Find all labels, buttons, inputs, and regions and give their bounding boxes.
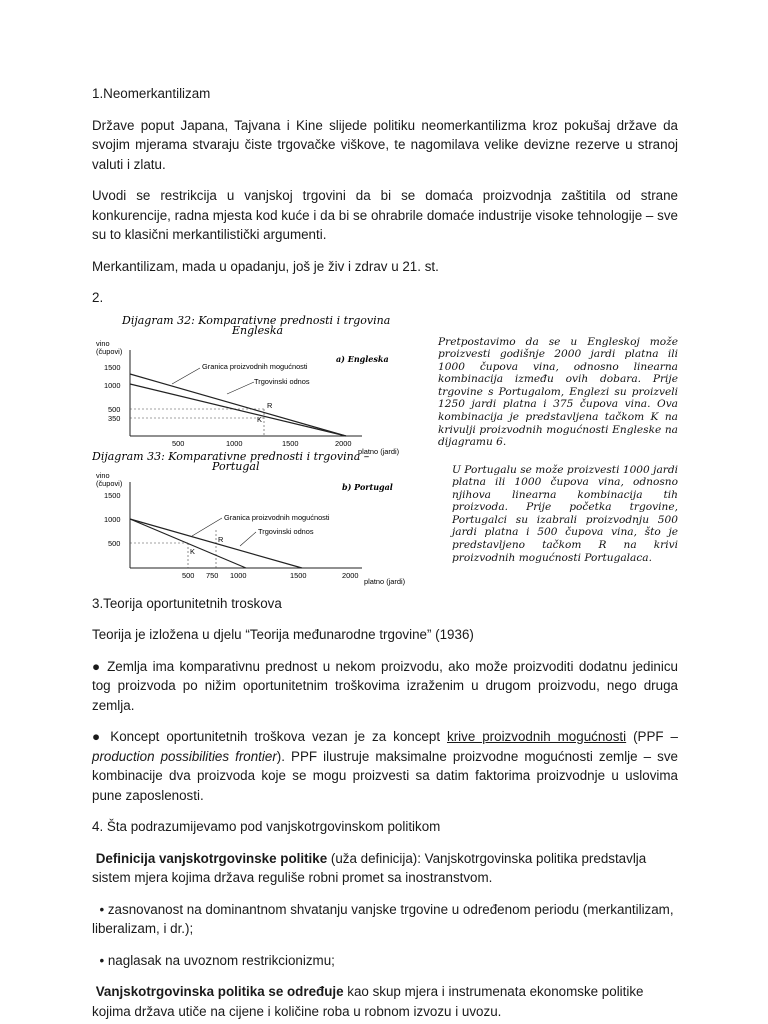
diagram32-description: Pretpostavimo da se u Engleskoj može proizvesti godišnje 2000 jardi platna ili 1000 čupova vina, odnosno linearna kombinacija između ovih dobara. Prije trgovine s Portugalom, Englezi su proizveli 1250 jardi platna i 375 čupova vina. Ova kombinacija je predstavljena tačkom K na krivulji proizvodnih mogućnosti Engleske na dijagramu 6. [438, 335, 678, 449]
diagram33-point-k: K [190, 546, 195, 556]
diagram32-ylabel-unit: (čupovi) [96, 346, 123, 356]
section1-paragraph-2: Uvodi se restrikcija u vanjskoj trgovini da bi se domaća proizvodnja zaštitila od strane konkurencije, radna mjesta kod kuće i da bi se ohrabrile domaće industrije visoke tehnologije – sve su to klasični merkantilistički argumenti. [92, 188, 678, 242]
diagram-svg [92, 314, 432, 586]
diagram33-ylabel-unit: (čupovi) [96, 478, 123, 488]
diagram32-title: Dijagram 32: Komparativne prednosti i trgovina [122, 313, 391, 327]
diagram32-panel-label: a) Engleska [336, 353, 389, 364]
diagram33-xtick-1500: 1500 [290, 570, 307, 580]
diagram32-trade-pointer [227, 382, 254, 394]
diagram32-xtick-1500: 1500 [282, 438, 299, 448]
diagram32-ppf-label: Granica proizvodnih mogućnosti [202, 361, 308, 371]
diagram33-panel-label: b) Portugal [342, 481, 393, 492]
diagram33-xtick-500: 500 [182, 570, 195, 580]
diagram33-xlabel: platno (jardi) [364, 576, 406, 586]
bullet2-text-mid: (PPF – [626, 729, 678, 744]
section3-intro: Teorija je izložena u djelu “Teorija međunarodne trgovine” (1936) [92, 627, 474, 642]
diagram33-xtick-1000: 1000 [230, 570, 247, 580]
section4-bullet-1 [92, 900, 678, 939]
diagram33-trade-pointer [240, 532, 256, 546]
section3-heading: 3.Teorija oportunitetnih troskova [92, 595, 282, 611]
diagram32-ppf-pointer [172, 368, 200, 384]
final-term: Vanjskotrgovinska politika se određuje [95, 984, 344, 999]
diagram32-ytick-500: 500 [108, 404, 121, 414]
diagram32-xtick-1000: 1000 [226, 438, 243, 448]
bullet2-text-end: ). PPF ilustruje maksimalne proizvodne mogućnosti zemlje – sve kombinacije dva proizvoda koje se mogu proizvesti sa datim faktorima proizvodnje u uslovima pune zaposlenosti. [92, 748, 679, 803]
diagram33-trade-label: Trgovinski odnos [258, 526, 314, 536]
final-text: kao skup mjera i instrumenata ekonomske politike kojima država utiče na cijene i količine roba u robnom izvozu i uvozu. [92, 984, 644, 1019]
diagram32-xtick-500: 500 [172, 438, 185, 448]
diagram33-point-r: R [218, 534, 224, 544]
diagram33-ppf-pointer [192, 518, 222, 536]
ppf-english-term: production possibilities frontier [92, 748, 277, 764]
diagram33-xtick-750: 750 [206, 570, 219, 580]
section1-heading: 1.Neomerkantilizam [92, 86, 211, 101]
diagram32-xtick-2000: 2000 [335, 438, 352, 448]
diagram32-ylabel: vino [96, 338, 110, 348]
bullet2-text-start: ● Koncept oportunitetnih troškova vezan je za koncept [92, 729, 447, 744]
section3-bullet-2 [92, 727, 678, 805]
diagram33-ytick-1000: 1000 [104, 514, 121, 524]
diagram33-ytick-500: 500 [108, 538, 121, 548]
section2-heading: 2. [92, 290, 104, 305]
diagram32-trade-line [130, 374, 346, 436]
section3-bullet-1: ● Zemlja ima komparativnu prednost u nekom proizvodu, ako može proizvoditi dodatnu jedinicu tog proizvoda po nižim oportunitetnim troškovima izraženim u drugom proizvodu, nego druga zemlja. [92, 658, 678, 713]
diagram32-ppf-line [130, 384, 346, 436]
diagram32-subtitle: Engleska [232, 323, 284, 337]
diagram32-xlabel: platno (jardi) [358, 446, 400, 456]
diagram32-point-r: R [267, 400, 273, 410]
section4-final-paragraph [92, 982, 678, 1021]
definition-term: Definicija vanjskotrgovinske politike [95, 850, 328, 866]
diagram33-xtick-2000: 2000 [342, 570, 359, 580]
section1-paragraph-3: Merkantilizam, mada u opadanju, još je živ i zdrav u 21. st. [92, 258, 439, 274]
diagram32-ytick-1500: 1500 [104, 362, 121, 372]
section4-bullet-1-text: • zasnovanost na dominantnom shvatanju vanjske trgovine u određenom periodu (merkantilizam, liberalizam, i dr.); [92, 901, 674, 936]
definition-text: (uža definicija): Vanjskotrgovinska politika predstavlja sistem mjera kojima država reguliše robni promet sa inostranstvom. [92, 850, 647, 885]
diagram-figure [92, 314, 678, 586]
diagram32-trade-label: Trgovinski odnos [254, 376, 310, 386]
diagram33-description: U Portugalu se može proizvesti 1000 jardi platna ili 1000 čupova vina, odnosno njihova linearna kombinacija tih proizvoda. Prije početka trgovine, Portugalci su izabrali proizvodnju 500 jardi platna i 500 čupova vina, što je predstavljeno tačkom R na krivi proizvodnih mogućnosti Portugalaca. [452, 463, 678, 564]
ppf-concept-link[interactable]: krive proizvodnih mogućnosti [447, 729, 627, 744]
section1-paragraph-1: Države poput Japana, Tajvana i Kine slijede politiku neomerkantilizma kroz pokušaj države da svojim mjerama stvaraju čiste trgovačke viškove, te nagomilava velike devizne rezerve u stranoj valuti i zlatu. [92, 117, 678, 172]
diagram33-ppf-label: Granica proizvodnih mogućnosti [224, 512, 330, 522]
diagram32-point-k: K [257, 414, 262, 424]
diagram33-ylabel: vino [96, 470, 110, 480]
section4-bullet-2 [92, 951, 678, 971]
document-page [92, 84, 678, 1021]
diagram32-ytick-1000: 1000 [104, 380, 121, 390]
section4-heading: 4. Šta podrazumijevamo pod vanjskotrgovinskom politikom [92, 819, 441, 834]
section4-bullet-2-text: • naglasak na uvoznom restrikcionizmu; [99, 952, 335, 968]
diagram33-subtitle: Portugal [212, 459, 260, 473]
section4-definition [92, 849, 678, 888]
diagram33-ytick-1500: 1500 [104, 490, 121, 500]
diagram33-title: Dijagram 33: Komparativne prednosti i trgovina – [92, 449, 370, 463]
diagram32-ytick-350: 350 [108, 413, 121, 423]
